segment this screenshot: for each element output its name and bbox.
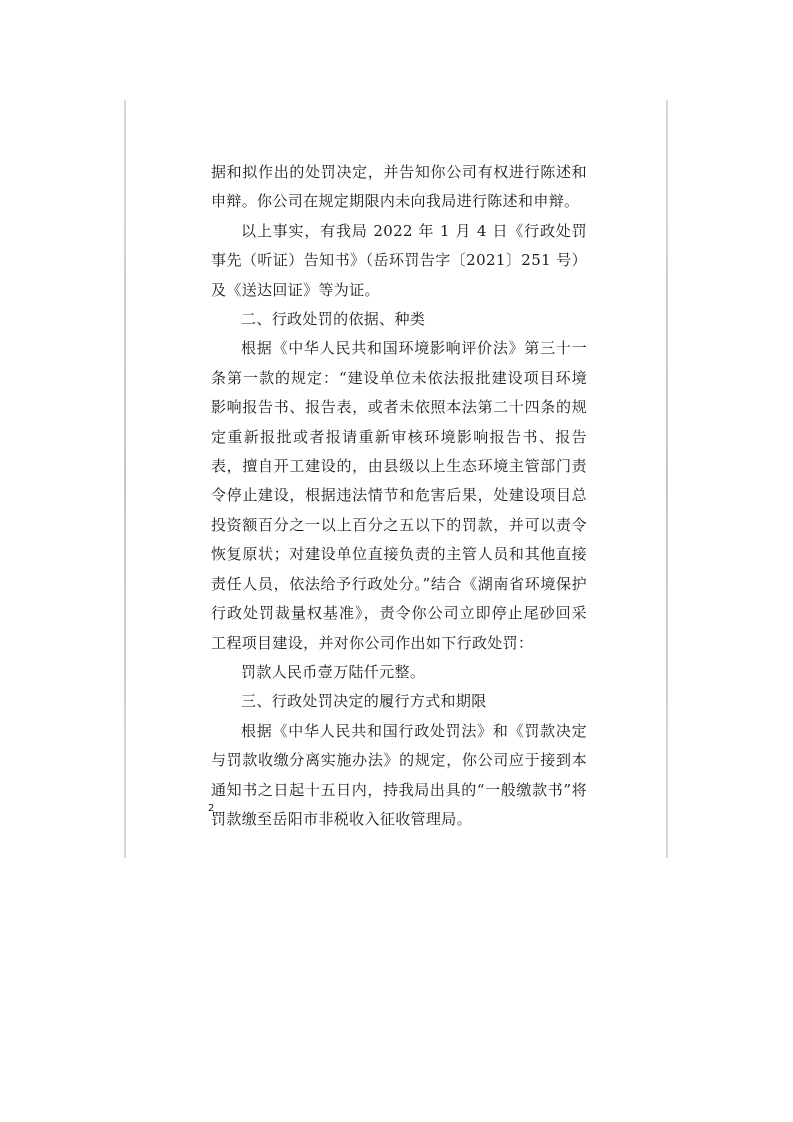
page-number: 2 [208, 803, 215, 814]
paragraph-evidence: 以上事实，有我局 2022 年 1 月 4 日《行政处罚事先（听证）告知书》（岳环罚告字〔2021〕251 号）及《送达回证》等为证。 [211, 221, 587, 299]
section-heading-payment: 三、行政处罚决定的履行方式和期限 [241, 692, 487, 711]
paragraph-legal-basis: 根据《中华人民共和国环境影响评价法》第三十一条第一款的规定：“建设单位未依法报批建设项目环境影响报告书、报告表，或者未依照本法第二十四条的规定重新报批或者报请重新审核环境影响报告书、报告表，擅自开工建设的，由县级以上生态环境主管部门责令停止建设，根据违法情节和危害后果，处建设项目总投资额百分之一以上百分之五以下的罚款，并可以责令恢复原状；对建设单位直接负责的主管人员和其他直接责任人员，依法给予行政处分。”结合《湖南省环境保护行政处罚裁量权基准》，责令你公司立即停止尾砂回采工程项目建设，并对你公司作出如下行政处罚： [211, 339, 587, 652]
page-edge-right [666, 100, 668, 858]
paragraph-penalty: 罚款人民币壹万陆仟元整。 [241, 662, 426, 681]
document-body [211, 158, 587, 834]
section-heading-basis: 二、行政处罚的依据、种类 [241, 310, 426, 329]
paragraph-continuation: 据和拟作出的处罚决定，并告知你公司有权进行陈述和申辩。你公司在规定期限内未向我局进行陈述和申辩。 [211, 163, 587, 211]
page-edge-left [124, 100, 126, 858]
paragraph-payment: 根据《中华人民共和国行政处罚法》和《罚款决定与罚款收缴分离实施办法》的规定，你公司应于接到本通知书之日起十五日内，持我局出具的“一般缴款书”将罚款缴至岳阳市非税收入征收管理局。 [211, 721, 587, 828]
